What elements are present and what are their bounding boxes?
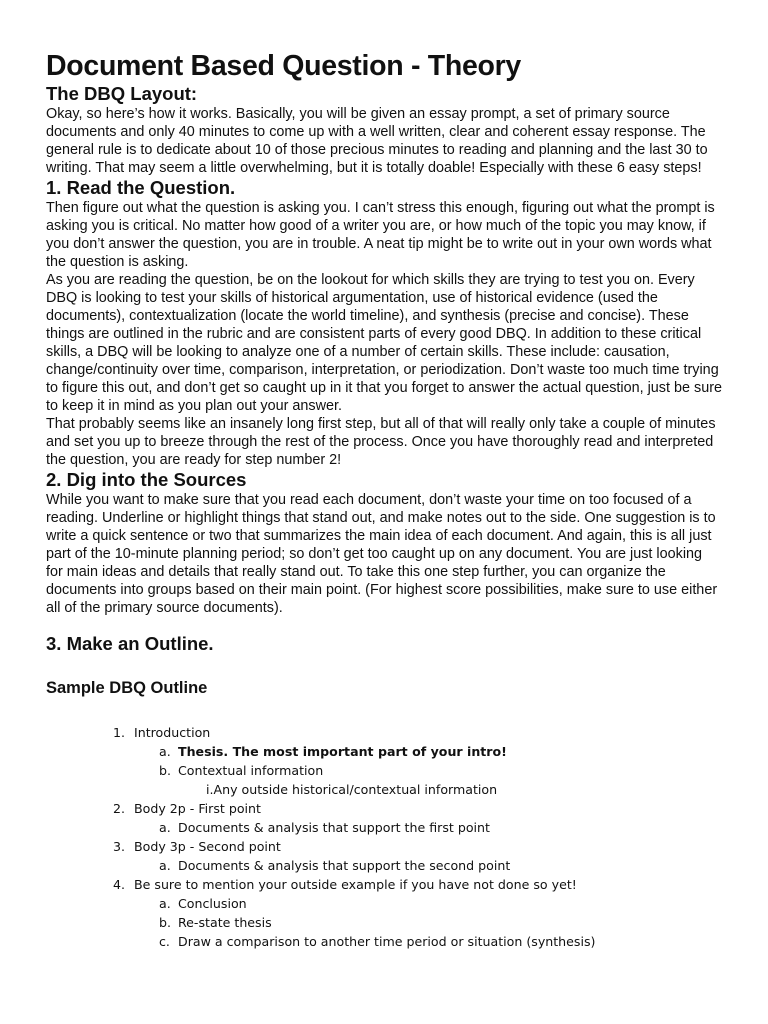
outline-item bbox=[113, 723, 722, 799]
outline-subitem-text: Documents & analysis that support the second point bbox=[178, 858, 511, 873]
outline-subitem bbox=[159, 856, 722, 875]
outline-number: 4. bbox=[113, 877, 126, 892]
outline-subitem bbox=[159, 932, 722, 951]
outline-sublist bbox=[134, 894, 722, 951]
layout-paragraph: Okay, so here’s how it works. Basically, you will be given an essay prompt, a set of primary source documents and only 40 minutes to come up with a well written, clear and coherent essay response. The general rule is to dedicate about 10 of those precious minutes to reading and planning and the last 30 to writing. That may seem a little overwhelming, but it is totally doable! Especially with these 6 easy steps! bbox=[46, 106, 708, 176]
outline-subitem-text: Documents & analysis that support the first point bbox=[178, 820, 490, 835]
outline-sublist bbox=[134, 818, 722, 837]
dig-sources-paragraph: While you want to make sure that you read each document, don’t waste your time on too focused of a reading. Underline or highlight things that stand out, and make notes out to the side. One suggestion is to write a quick sentence or two that summarizes the main idea of each document. And again, this is all just part of the 10-minute planning period; so don’t get too caught up on any document. You are just looking for main ideas and details that really stand out. To take this one step further, you can organize the documents into groups based on their main point. (For highest score possibilities, make sure to use either all of the primary source documents). bbox=[46, 492, 718, 616]
outline-subitem bbox=[159, 913, 722, 932]
outline-item bbox=[113, 837, 722, 875]
outline-sub-letter: a. bbox=[159, 744, 171, 759]
outline-subitem bbox=[159, 742, 722, 761]
document-title: Document Based Question - Theory bbox=[46, 50, 521, 82]
outline-subitem-text: Conclusion bbox=[178, 896, 247, 911]
read-question-paragraph-2: As you are reading the question, be on the lookout for which skills they are trying to test you on. Every DBQ is looking to test your skills of historical argumentation, use of historical evidence (used the documents), contextualization (locate the world timeline), and synthesis (precise and concise). These things are outlined in the rubric and are consistent parts of every good DBQ. In addition to these critical skills, a DBQ will be looking to analyze one of a number of certain skills. These include: causation, change/continuity over time, comparison, interpretation, or periodization. Don’t waste too much time trying to figure this out, and don’t get so caught up in it that you forget to answer the actual question, just be sure to keep it in mind as you plan out your answer. bbox=[46, 272, 722, 414]
sample-outline-heading: Sample DBQ Outline bbox=[46, 679, 208, 697]
section-heading-dig-sources: 2. Dig into the Sources bbox=[46, 469, 247, 490]
outline-sub-letter: a. bbox=[159, 820, 171, 835]
outline-subitem-text: Thesis. The most important part of your intro! bbox=[178, 744, 507, 759]
outline-subsubitem: i.Any outside historical/contextual information bbox=[206, 782, 498, 797]
outline-subitem-text: Contextual information bbox=[178, 763, 324, 778]
outline-item-text: Introduction bbox=[134, 725, 211, 740]
outline-item-text: Body 3p - Second point bbox=[134, 839, 281, 854]
outline-sub-letter: a. bbox=[159, 896, 171, 911]
read-question-paragraph-1: Then figure out what the question is asking you. I can’t stress this enough, figuring out what the prompt is asking you is critical. No matter how good of a writer you are, or how much of the topic you may know, if you don’t answer the question, you are in trouble. A neat tip might be to write out in your own words what the question is asking. bbox=[46, 200, 715, 270]
outline-subitem bbox=[159, 894, 722, 913]
sample-outline-list bbox=[46, 723, 722, 951]
outline-subitem bbox=[159, 761, 722, 780]
outline-subitem-text: Draw a comparison to another time period or situation (synthesis) bbox=[178, 934, 596, 949]
outline-item bbox=[113, 799, 722, 837]
outline-subitem bbox=[159, 818, 722, 837]
outline-item-text: Body 2p - First point bbox=[134, 801, 261, 816]
section-heading-dbq-layout: The DBQ Layout: bbox=[46, 83, 198, 104]
read-question-paragraph-3: That probably seems like an insanely long first step, but all of that will really only take a couple of minutes and set you up to breeze through the rest of the process. Once you have thoroughly read and interpreted the question, you are ready for step number 2! bbox=[46, 416, 716, 468]
outline-sublist bbox=[134, 742, 722, 780]
outline-sub-letter: b. bbox=[159, 915, 171, 930]
outline-subitem-text: Re-state thesis bbox=[178, 915, 272, 930]
outline-number: 2. bbox=[113, 801, 126, 816]
outline-number: 3. bbox=[113, 839, 126, 854]
outline-number: 1. bbox=[113, 725, 126, 740]
outline-item bbox=[113, 875, 722, 951]
outline-item-text: Be sure to mention your outside example if you have not done so yet! bbox=[134, 877, 577, 892]
outline-sublist bbox=[134, 856, 722, 875]
outline-sub-letter: b. bbox=[159, 763, 171, 778]
section-heading-read-question: 1. Read the Question. bbox=[46, 177, 236, 198]
outline-sub-letter: c. bbox=[159, 934, 170, 949]
outline-sub-letter: a. bbox=[159, 858, 171, 873]
section-heading-make-outline: 3. Make an Outline. bbox=[46, 633, 214, 654]
